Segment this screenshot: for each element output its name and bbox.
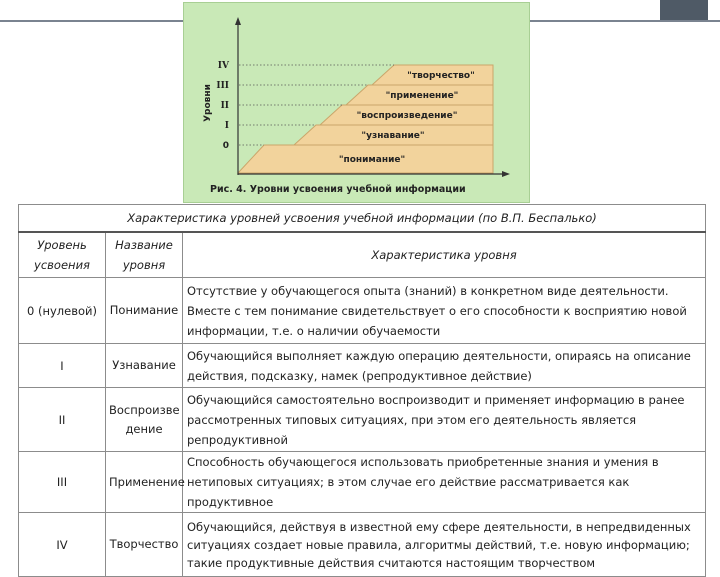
header-description: Характеристика уровня	[183, 232, 706, 278]
table-header-row	[19, 232, 706, 278]
level-tick-i: I	[224, 121, 229, 131]
row-level: 0 (нулевой)	[19, 278, 106, 344]
levels-table-container	[18, 204, 705, 570]
step-label-application: "применение"	[385, 91, 459, 101]
table-row	[19, 513, 706, 577]
step-label-reproduction: "воспроизведение"	[356, 111, 458, 121]
levels-figure	[183, 2, 530, 203]
table-row	[19, 452, 706, 513]
table-caption: Характеристика уровней усвоения учебной информации (по В.П. Беспалько)	[19, 205, 706, 233]
y-axis-arrow	[235, 17, 241, 25]
row-description: Отсутствие у обучающегося опыта (знаний) в конкретном виде деятельности. Вместе с тем понимание свидетельствует о его способности к восприятию новой информации, т.е. о наличии обучаемости	[183, 278, 706, 344]
table-row	[19, 388, 706, 452]
row-description: Обучающийся, действуя в известной ему сфере деятельности, в непредвиденных ситуациях создает новые правила, алгоритмы действий, т.е. новую информацию; такие продуктивные действия считаются настоящим творчеством	[183, 513, 706, 577]
x-axis-arrow	[502, 171, 510, 177]
step-label-understanding: "понимание"	[338, 155, 406, 165]
row-name: Применение	[106, 452, 183, 513]
levels-staircase-chart	[184, 3, 531, 204]
row-name: Понимание	[106, 278, 183, 344]
slide-corner-bar	[660, 0, 708, 20]
figure-caption: Рис. 4. Уровни усвоения учебной информации	[210, 184, 466, 195]
slide-top-line-left	[0, 20, 183, 22]
table-caption-row	[19, 205, 706, 233]
levels-table	[18, 204, 706, 577]
row-name: Воспроизве дение	[106, 388, 183, 452]
level-tick-ii: II	[220, 101, 229, 111]
step-label-recognition: "узнавание"	[361, 131, 425, 141]
slide-top-line-right	[530, 20, 720, 22]
header-level: Уровень усвоения	[19, 232, 106, 278]
row-name: Узнавание	[106, 344, 183, 388]
level-tick-iii: III	[216, 81, 229, 91]
table-row	[19, 344, 706, 388]
row-level: II	[19, 388, 106, 452]
row-level: III	[19, 452, 106, 513]
step-label-creativity: "творчество"	[407, 71, 475, 81]
row-description: Способность обучающегося использовать приобретенные знания и умения в нетиповых ситуациях; в этом случае его действие рассматривается как продуктивное	[183, 452, 706, 513]
table-row	[19, 278, 706, 344]
row-name: Творчество	[106, 513, 183, 577]
row-description: Обучающийся самостоятельно воспроизводит и применяет информацию в ранее рассмотренных типовых ситуациях, при этом его деятельность является репродуктивной	[183, 388, 706, 452]
row-level: IV	[19, 513, 106, 577]
level-tick-0: 0	[222, 141, 229, 151]
row-level: I	[19, 344, 106, 388]
y-axis-label: Уровни	[203, 84, 213, 122]
header-name: Название уровня	[106, 232, 183, 278]
level-tick-iv: IV	[217, 61, 229, 71]
row-description: Обучающийся выполняет каждую операцию деятельности, опираясь на описание действия, подсказку, намек (репродуктивное действие)	[183, 344, 706, 388]
